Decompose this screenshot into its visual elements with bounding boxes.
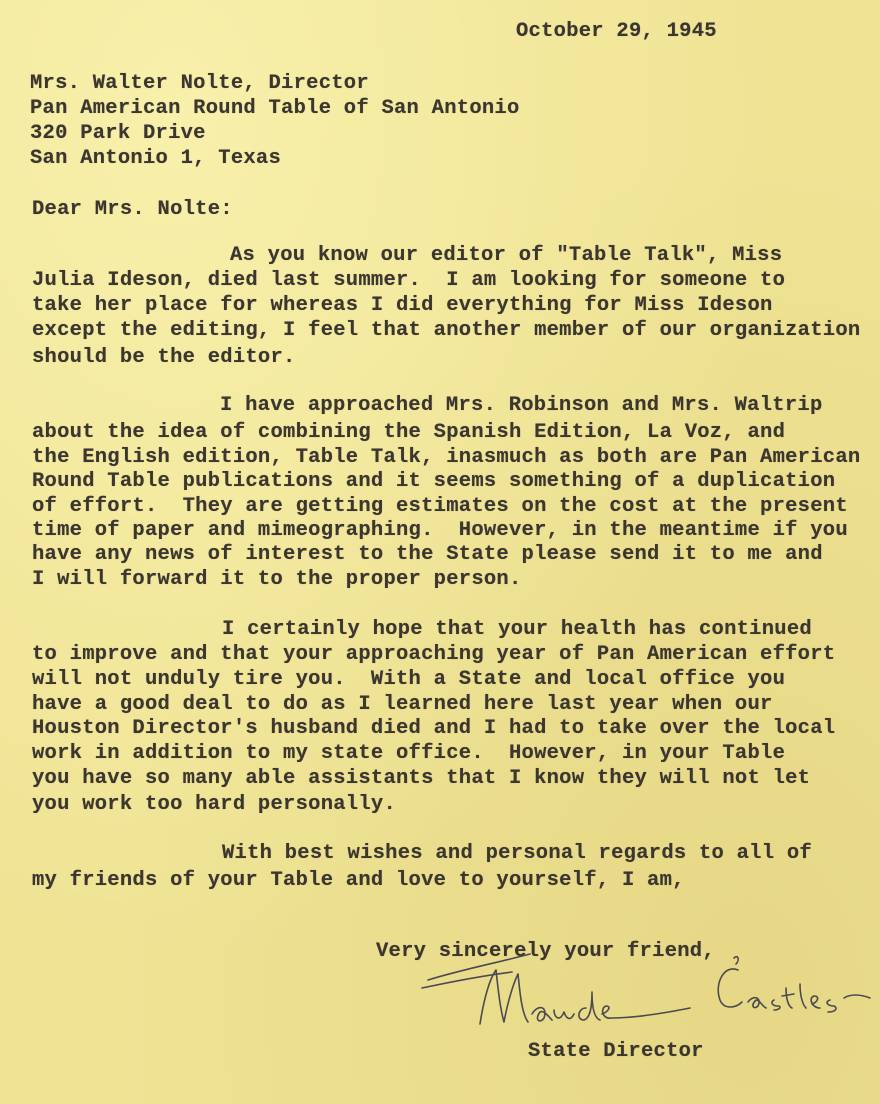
paragraph-4-line-1: With best wishes and personal regards to all of	[222, 842, 812, 865]
paragraph-2-line-2: about the idea of combining the Spanish Edition, La Voz, and	[32, 421, 786, 444]
letter-date: October 29, 1945	[516, 20, 717, 43]
paragraph-1-line-5: should be the editor.	[32, 346, 296, 369]
paragraph-2-line-3: the English edition, Table Talk, inasmuch as both are Pan American	[32, 446, 861, 469]
paragraph-1-line-3: take her place for whereas I did everything for Miss Ideson	[32, 294, 773, 317]
recipient-line-4: San Antonio 1, Texas	[30, 147, 282, 170]
paragraph-3-line-3: will not unduly tire you. With a State and local office you	[32, 668, 786, 691]
paragraph-3-line-2: to improve and that your approaching year of Pan American effort	[32, 643, 836, 666]
paragraph-4-line-2: my friends of your Table and love to yourself, I am,	[32, 869, 685, 892]
paragraph-3-line-5: Houston Director's husband died and I had to take over the local	[32, 717, 836, 740]
paragraph-2-line-1: I have approached Mrs. Robinson and Mrs. Waltrip	[220, 394, 823, 417]
recipient-line-1: Mrs. Walter Nolte, Director	[30, 72, 369, 95]
paragraph-2-line-6: time of paper and mimeographing. However, in the meantime if you	[32, 519, 848, 542]
paragraph-3-line-6: work in addition to my state office. However, in your Table	[32, 742, 786, 765]
closing: Very sincerely your friend,	[376, 940, 715, 963]
paragraph-3-line-4: have a good deal to do as I learned here last year when our	[32, 693, 773, 716]
salutation: Dear Mrs. Nolte:	[32, 198, 233, 221]
paragraph-2-line-7: have any news of interest to the State please send it to me and	[32, 543, 823, 566]
signer-title: State Director	[528, 1040, 704, 1063]
paragraph-1-line-1: As you know our editor of "Table Talk", Miss	[230, 244, 783, 267]
paragraph-1-line-4: except the editing, I feel that another member of our organization	[32, 319, 861, 342]
paragraph-2-line-4: Round Table publications and it seems something of a duplication	[32, 470, 836, 493]
paragraph-3-line-8: you work too hard personally.	[32, 793, 397, 816]
handwritten-signature	[420, 948, 880, 1044]
paragraph-2-line-8: I will forward it to the proper person.	[32, 568, 522, 591]
paragraph-2-line-5: of effort. They are getting estimates on the cost at the present	[32, 495, 848, 518]
recipient-line-3: 320 Park Drive	[30, 122, 206, 145]
recipient-line-2: Pan American Round Table of San Antonio	[30, 97, 520, 120]
paragraph-3-line-7: you have so many able assistants that I know they will not let	[32, 767, 811, 790]
paragraph-3-line-1: I certainly hope that your health has continued	[222, 618, 812, 641]
paragraph-1-line-2: Julia Ideson, died last summer. I am looking for someone to	[32, 269, 786, 292]
